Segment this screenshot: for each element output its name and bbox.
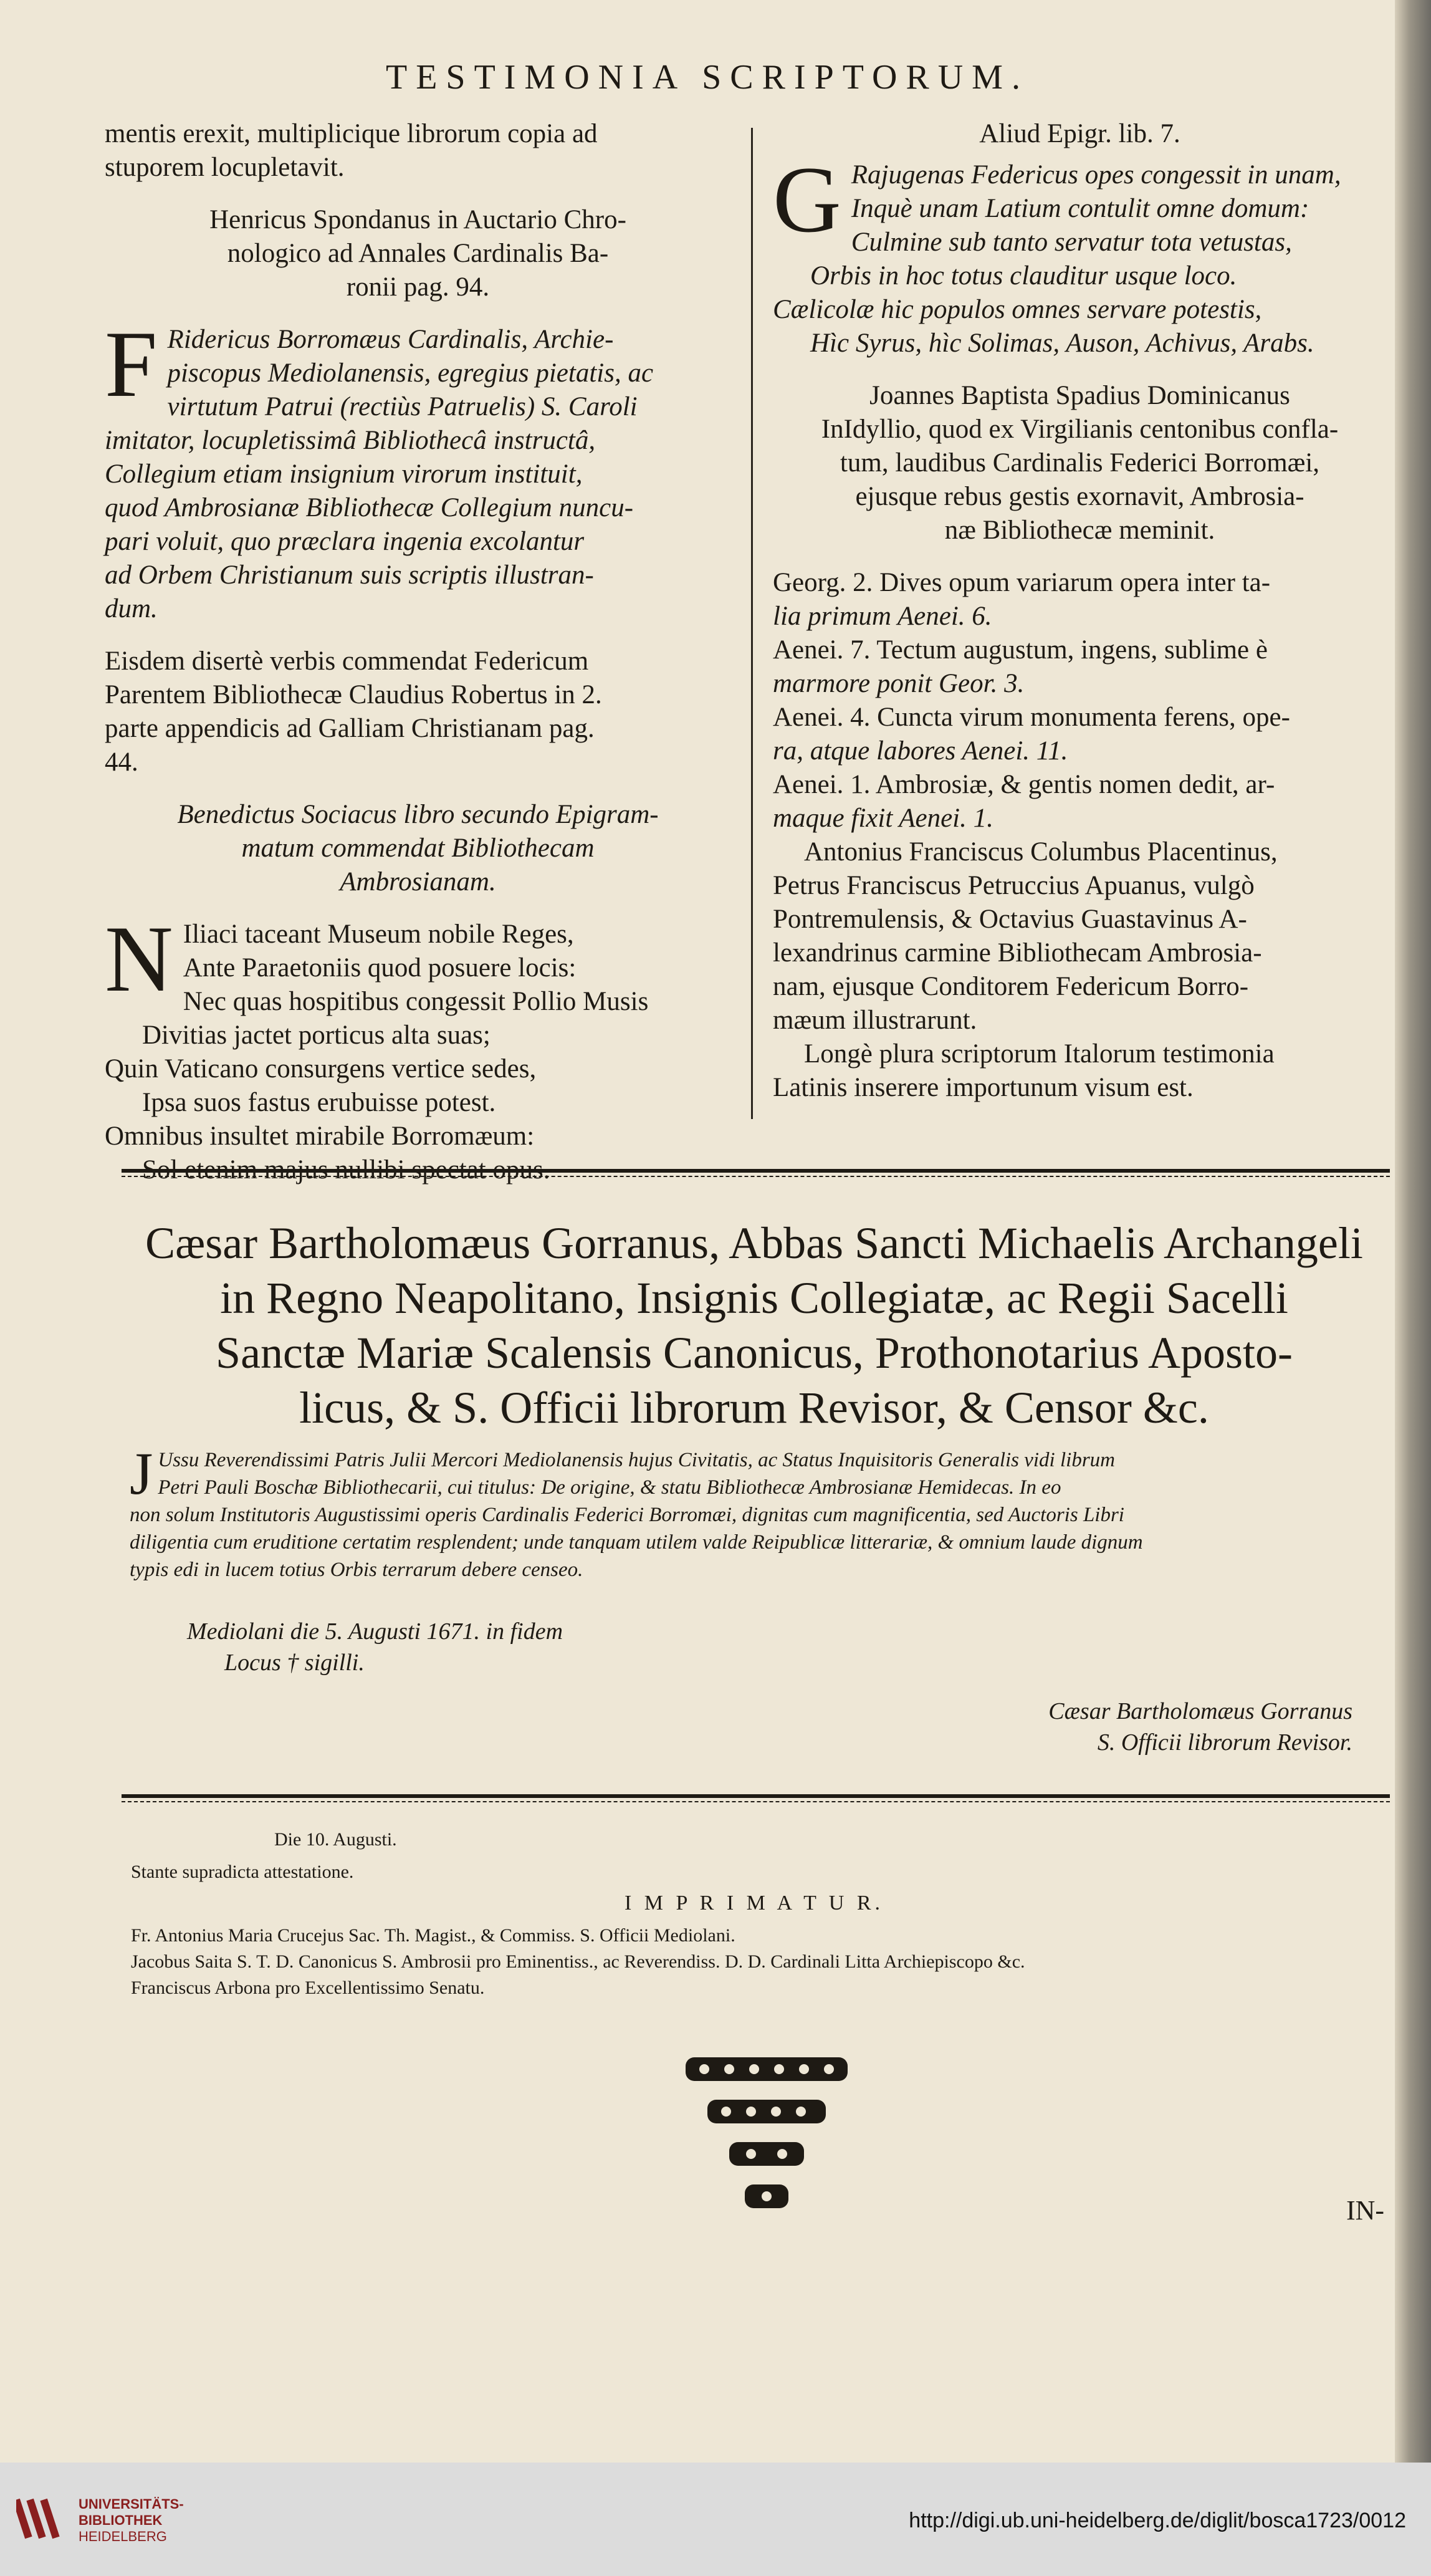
viewer-footer — [0, 2463, 1431, 2576]
right-column — [773, 117, 1387, 1105]
spadius-citation: Joannes Baptista Spadius Dominicanus InIdyllio, quod ex Virgilianis centonibus confla- tum, laudibus Cardinalis Federici Borromæi, ejusque rebus gestis exornavit, Ambrosia- næ Bibliothecæ meminit. — [821, 381, 1339, 545]
censor-heading: Cæsar Bartholomæus Gorranus, Abbas Sancti Michaelis Archangeli in Regno Neapolitano, Insignis Collegiatæ, ac Regii Sacelli Sanctæ Mariæ Scalensis Canonicus, Prothonotarius Aposto- licus, & S. Officii librorum Revisor, & Censor &c. — [145, 1218, 1363, 1433]
drop-cap-j: J — [130, 1440, 153, 1507]
imprimatur-title: I M P R I M A T U R. — [624, 1891, 884, 1915]
signatory-line: Jacobus Saita S. T. D. Canonicus S. Ambrosii pro Eminentiss., ac Reverendiss. D. D. Cardinali Litta Archiepiscopo &c. — [131, 1951, 1025, 1972]
spondanus-citation: Henricus Spondanus in Auctario Chro- nologico ad Annales Cardinalis Ba- ronii pag. 94. — [209, 205, 626, 302]
virgil-ref: Aenei. 4. Cuncta virum monumenta ferens, ope- ra, atque labores Aenei. 11. — [773, 703, 1290, 766]
source-url-link[interactable]: http://digi.ub.uni-heidelberg.de/diglit/bosca1723/0012 — [909, 2509, 1406, 2532]
virgil-references — [773, 566, 1387, 835]
virgil-ref: Aenei. 7. Tectum augustum, ingens, sublime è marmore ponit Geor. 3. — [773, 635, 1268, 698]
signatory-line: Franciscus Arbona pro Excellentissimo Senatu. — [131, 1978, 485, 1998]
lower-date: Die 10. Augusti. — [274, 1829, 397, 1850]
section-rule — [122, 1169, 1390, 1173]
virgil-ref: Aenei. 1. Ambrosiæ, & gentis nomen dedit, ar- maque fixit Aenei. 1. — [773, 770, 1275, 833]
stante-line: Stante supradicta attestatione. — [131, 1862, 354, 1882]
drop-cap-n: N — [105, 906, 173, 1011]
right-poem: G Rajugenas Federicus opes congessit in unam, Inquè unam Latium contulit omne domum: Culmine sub tanto servatur tota vetustas, Orbis in hoc totus clauditur usque loco. Cælicolæ hic populos omnes servare potestis, Hìc Syrus, hìc Solimas, Auson, Achivus, Arabs. — [773, 147, 1341, 358]
left-poem: N Iliaci taceant Museum nobile Reges, Ante Paraetoniis quod posuere locis: Nec quas hospitibus congessit Pollio Musis Divitias jactet porticus alta suas; Quin Vaticano consurgens vertice sedes, Ipsa suos fastus erubuisse potest. Omnibus insultet mirabile Borromæum: Sol etenim majus nullibi spectat opus. — [105, 906, 649, 1185]
left-paragraph-eisdem: Eisdem disertè verbis commendat Federicum Parentem Bibliothecæ Claudius Robertus in 2. parte appendicis ad Galliam Christianam pag. 44. — [105, 646, 602, 777]
approval-paragraph: J Ussu Reverendissimi Patris Julii Mercori Mediolanensis hujus Civitatis, ac Status Inquisitoris Generalis vidi librum Petri Pauli Boschæ Bibliothecarii, cui titulus: De origine, & statu Bibliothecæ Ambrosianæ Hemidecas. In eo non solum Institutoris Augustissimi operis Cardinalis Federici Borromæi, dignitas cum magnificentia, sed Auctoris Libri diligentia cum eruditione certatim resplendent; unde tanquam utilem valde Reipublicæ litterariæ, & omnium laude dignum typis edi in lucem totius Orbis terrarum debere censeo. — [130, 1440, 1143, 1581]
drop-cap-f: F — [105, 312, 158, 416]
running-head: TESTIMONIA SCRIPTORUM. — [386, 58, 1029, 97]
left-column — [105, 117, 731, 1187]
book-edge — [1395, 0, 1431, 2463]
drop-cap-g: G — [773, 147, 841, 252]
approval-date: Mediolani die 5. Augusti 1671. in fidem Locus † sigilli. — [187, 1618, 563, 1676]
imprimatur-block — [131, 1827, 1377, 2001]
library-logo-icon — [16, 2494, 66, 2544]
section-rule — [122, 1794, 1390, 1798]
right-paragraph-longe: Longè plura scriptorum Italorum testimonia Latinis inserere importunum visum est. — [773, 1039, 1275, 1102]
catchword: IN- — [1346, 2195, 1385, 2226]
column-divider — [751, 128, 753, 1119]
censor-signature: Cæsar Bartholomæus Gorranus S. Officii librorum Revisor. — [1048, 1698, 1352, 1756]
left-paragraph-1: mentis erexit, multiplicique librorum copia ad stuporem locupletavit. — [105, 119, 598, 182]
left-paragraph-federicus: F Ridericus Borromæus Cardinalis, Archie- piscopus Mediolanensis, egregius pietatis, ac virtutum Patrui (rectiùs Patruelis) S. Caroli imitator, locupletissimâ Bibliothecâ instructâ, Collegium etiam insignium virorum instituit, quod Ambrosianæ Bibliothecæ Collegium nuncu- pari voluit, quo præclara ingenia excolantur ad Orbem Christianum suis scriptis illustran- dum. — [105, 312, 654, 623]
library-name: UNIVERSITÄTS- BIBLIOTHEK HEIDELBERG — [79, 2496, 184, 2544]
right-heading: Aliud Epigr. lib. 7. — [979, 119, 1180, 148]
right-paragraph-columbus: Antonius Franciscus Columbus Placentinus, Petrus Franciscus Petruccius Apuanus, vulgò Pontremulensis, & Octavius Guastavinus A- lexandrinus carmine Bibliothecam Ambrosia- nam, ejusque Conditorem Federicum Borro- mæum illustrarunt. — [773, 837, 1278, 1035]
sociacus-citation: Benedictus Sociacus libro secundo Epigram- matum commendat Bibliothecam Ambrosianam. — [177, 800, 659, 896]
printers-ornament — [673, 2051, 860, 2232]
signatory-line: Fr. Antonius Maria Crucejus Sac. Th. Magist., & Commiss. S. Officii Mediolani. — [131, 1925, 735, 1946]
virgil-ref: Georg. 2. Dives opum variarum opera inter ta- lia primum Aenei. 6. — [773, 568, 1271, 631]
